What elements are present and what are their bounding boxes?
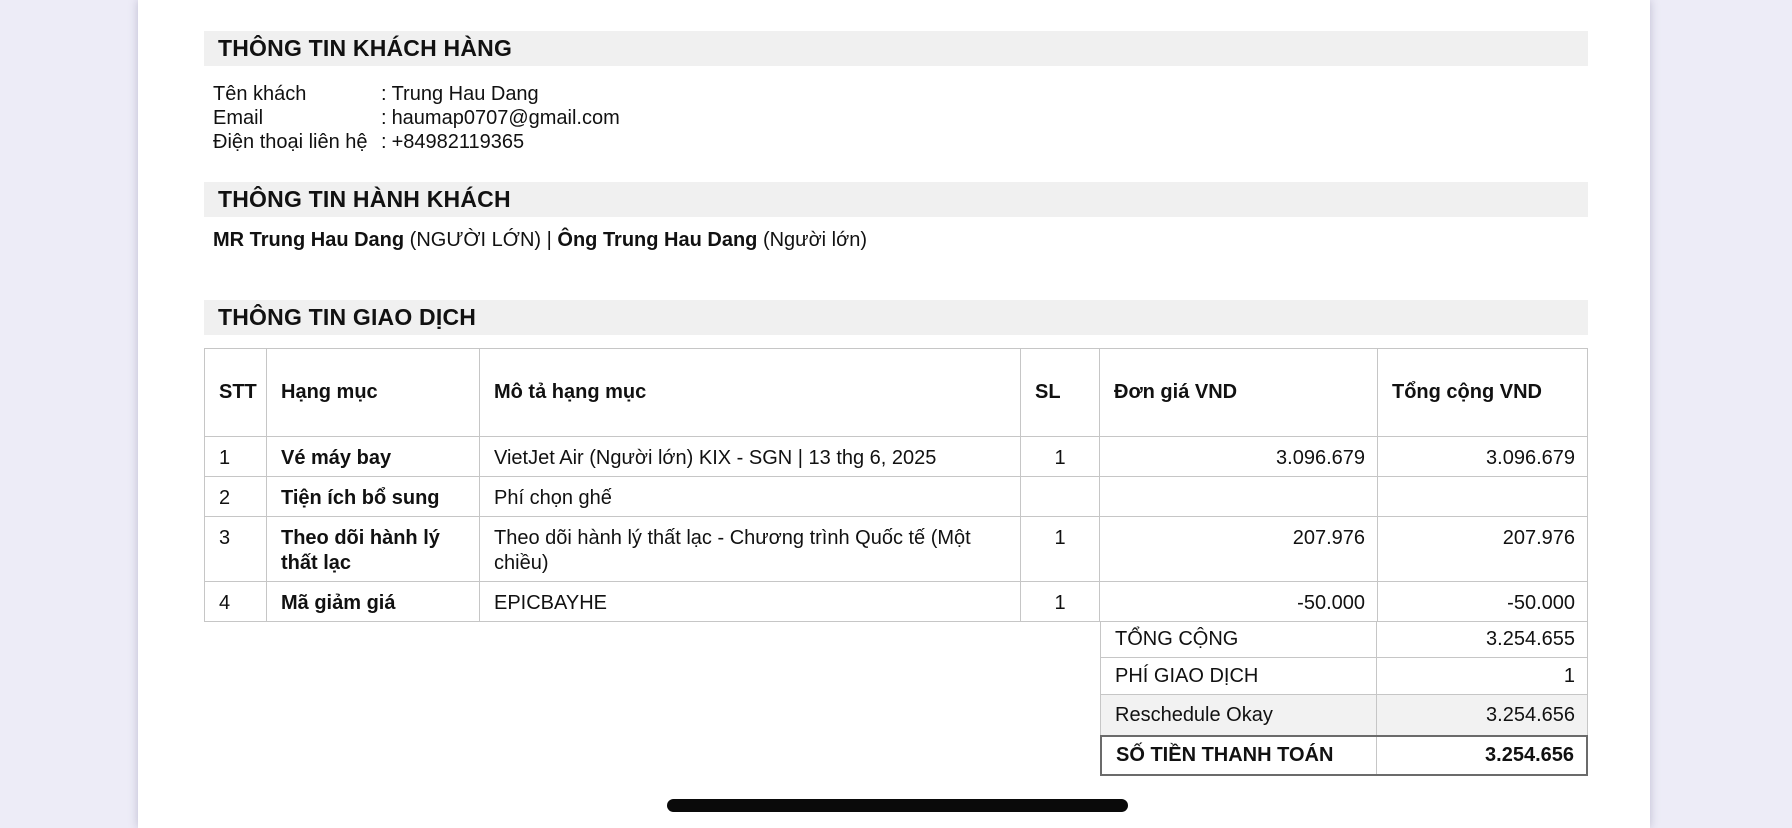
cell-unit-price <box>1100 477 1378 517</box>
summary-value: 3.254.655 <box>1486 628 1575 650</box>
cell-category: Vé máy bay <box>267 437 480 477</box>
info-separator: : <box>381 83 387 105</box>
info-row-name <box>213 82 1590 106</box>
table-row <box>205 582 1588 622</box>
cell-description: Phí chọn ghế <box>480 477 1021 517</box>
cell-stt: 2 <box>205 477 267 517</box>
section-title-customer: THÔNG TIN KHÁCH HÀNG <box>218 35 513 61</box>
info-value: Trung Hau Dang <box>391 83 539 105</box>
summary-row-reschedule <box>1100 695 1588 735</box>
cell-stt: 1 <box>205 437 267 477</box>
cell-description: Theo dõi hành lý thất lạc - Chương trình Quốc tế (Một chiều) <box>480 517 1021 582</box>
summary-value: 3.254.656 <box>1486 703 1575 726</box>
info-separator: : <box>381 131 387 153</box>
table-row <box>205 437 1588 477</box>
table-header-row <box>205 349 1588 437</box>
cell-qty: 1 <box>1021 437 1100 477</box>
passenger-type-secondary: (Người lớn) <box>762 229 868 251</box>
passenger-name-primary: MR Trung Hau Dang <box>213 229 405 251</box>
passenger-divider: | <box>546 229 552 251</box>
cell-category: Theo dõi hành lý thất lạc <box>267 517 480 582</box>
info-separator: : <box>381 107 387 129</box>
customer-info <box>204 82 1590 154</box>
summary-label: SỐ TIỀN THANH TOÁN <box>1102 737 1377 774</box>
section-title-transaction: THÔNG TIN GIAO DỊCH <box>218 304 477 330</box>
cell-total <box>1378 477 1588 517</box>
info-value: +84982119365 <box>391 131 525 153</box>
summary-label: PHÍ GIAO DỊCH <box>1101 658 1377 694</box>
section-title-passenger: THÔNG TIN HÀNH KHÁCH <box>218 186 511 212</box>
info-row-phone <box>213 130 1590 154</box>
summary-row-total <box>1100 622 1588 658</box>
table-row <box>205 517 1588 582</box>
section-header-transaction <box>204 300 1588 335</box>
document-page <box>138 0 1650 828</box>
cell-unit-price: 207.976 <box>1100 517 1378 582</box>
cell-description: VietJet Air (Người lớn) KIX - SGN | 13 thg 6, 2025 <box>480 437 1021 477</box>
cell-category: Mã giảm giá <box>267 582 480 622</box>
passenger-type-primary: (NGƯỜI LỚN) <box>409 229 542 251</box>
summary-label: Reschedule Okay <box>1101 695 1377 735</box>
cell-total: 207.976 <box>1378 517 1588 582</box>
info-value: haumap0707@gmail.com <box>391 107 620 129</box>
cell-stt: 3 <box>205 517 267 582</box>
cell-category: Tiện ích bổ sung <box>267 477 480 517</box>
section-header-customer <box>204 31 1588 66</box>
col-header-category: Hạng mục <box>267 349 480 437</box>
col-header-qty: SL <box>1021 349 1100 437</box>
info-row-email <box>213 106 1590 130</box>
summary-block <box>1100 622 1588 776</box>
cell-stt: 4 <box>205 582 267 622</box>
summary-row-amount-due <box>1100 735 1588 776</box>
transaction-table <box>204 348 1588 622</box>
summary-value: 3.254.656 <box>1485 744 1574 766</box>
col-header-stt: STT <box>205 349 267 437</box>
info-label: Tên khách <box>213 83 307 105</box>
col-header-description: Mô tả hạng mục <box>480 349 1021 437</box>
summary-row-fee <box>1100 658 1588 695</box>
document-content <box>138 31 1650 776</box>
col-header-total: Tổng cộng VND <box>1378 349 1588 437</box>
cell-qty: 1 <box>1021 582 1100 622</box>
cell-qty <box>1021 477 1100 517</box>
summary-value: 1 <box>1563 664 1575 687</box>
info-label: Điện thoại liên hệ <box>213 131 368 153</box>
col-header-unit-price: Đơn giá VND <box>1100 349 1378 437</box>
info-label: Email <box>213 107 264 129</box>
cell-qty: 1 <box>1021 517 1100 582</box>
passenger-name-secondary: Ông Trung Hau Dang <box>557 229 758 251</box>
passenger-line <box>204 228 1590 253</box>
cell-total: -50.000 <box>1378 582 1588 622</box>
cell-total: 3.096.679 <box>1378 437 1588 477</box>
section-header-passenger <box>204 182 1588 217</box>
home-indicator[interactable] <box>667 799 1128 812</box>
summary-label: TỔNG CỘNG <box>1101 622 1377 657</box>
cell-unit-price: 3.096.679 <box>1100 437 1378 477</box>
cell-description: EPICBAYHE <box>480 582 1021 622</box>
cell-unit-price: -50.000 <box>1100 582 1378 622</box>
table-row <box>205 477 1588 517</box>
